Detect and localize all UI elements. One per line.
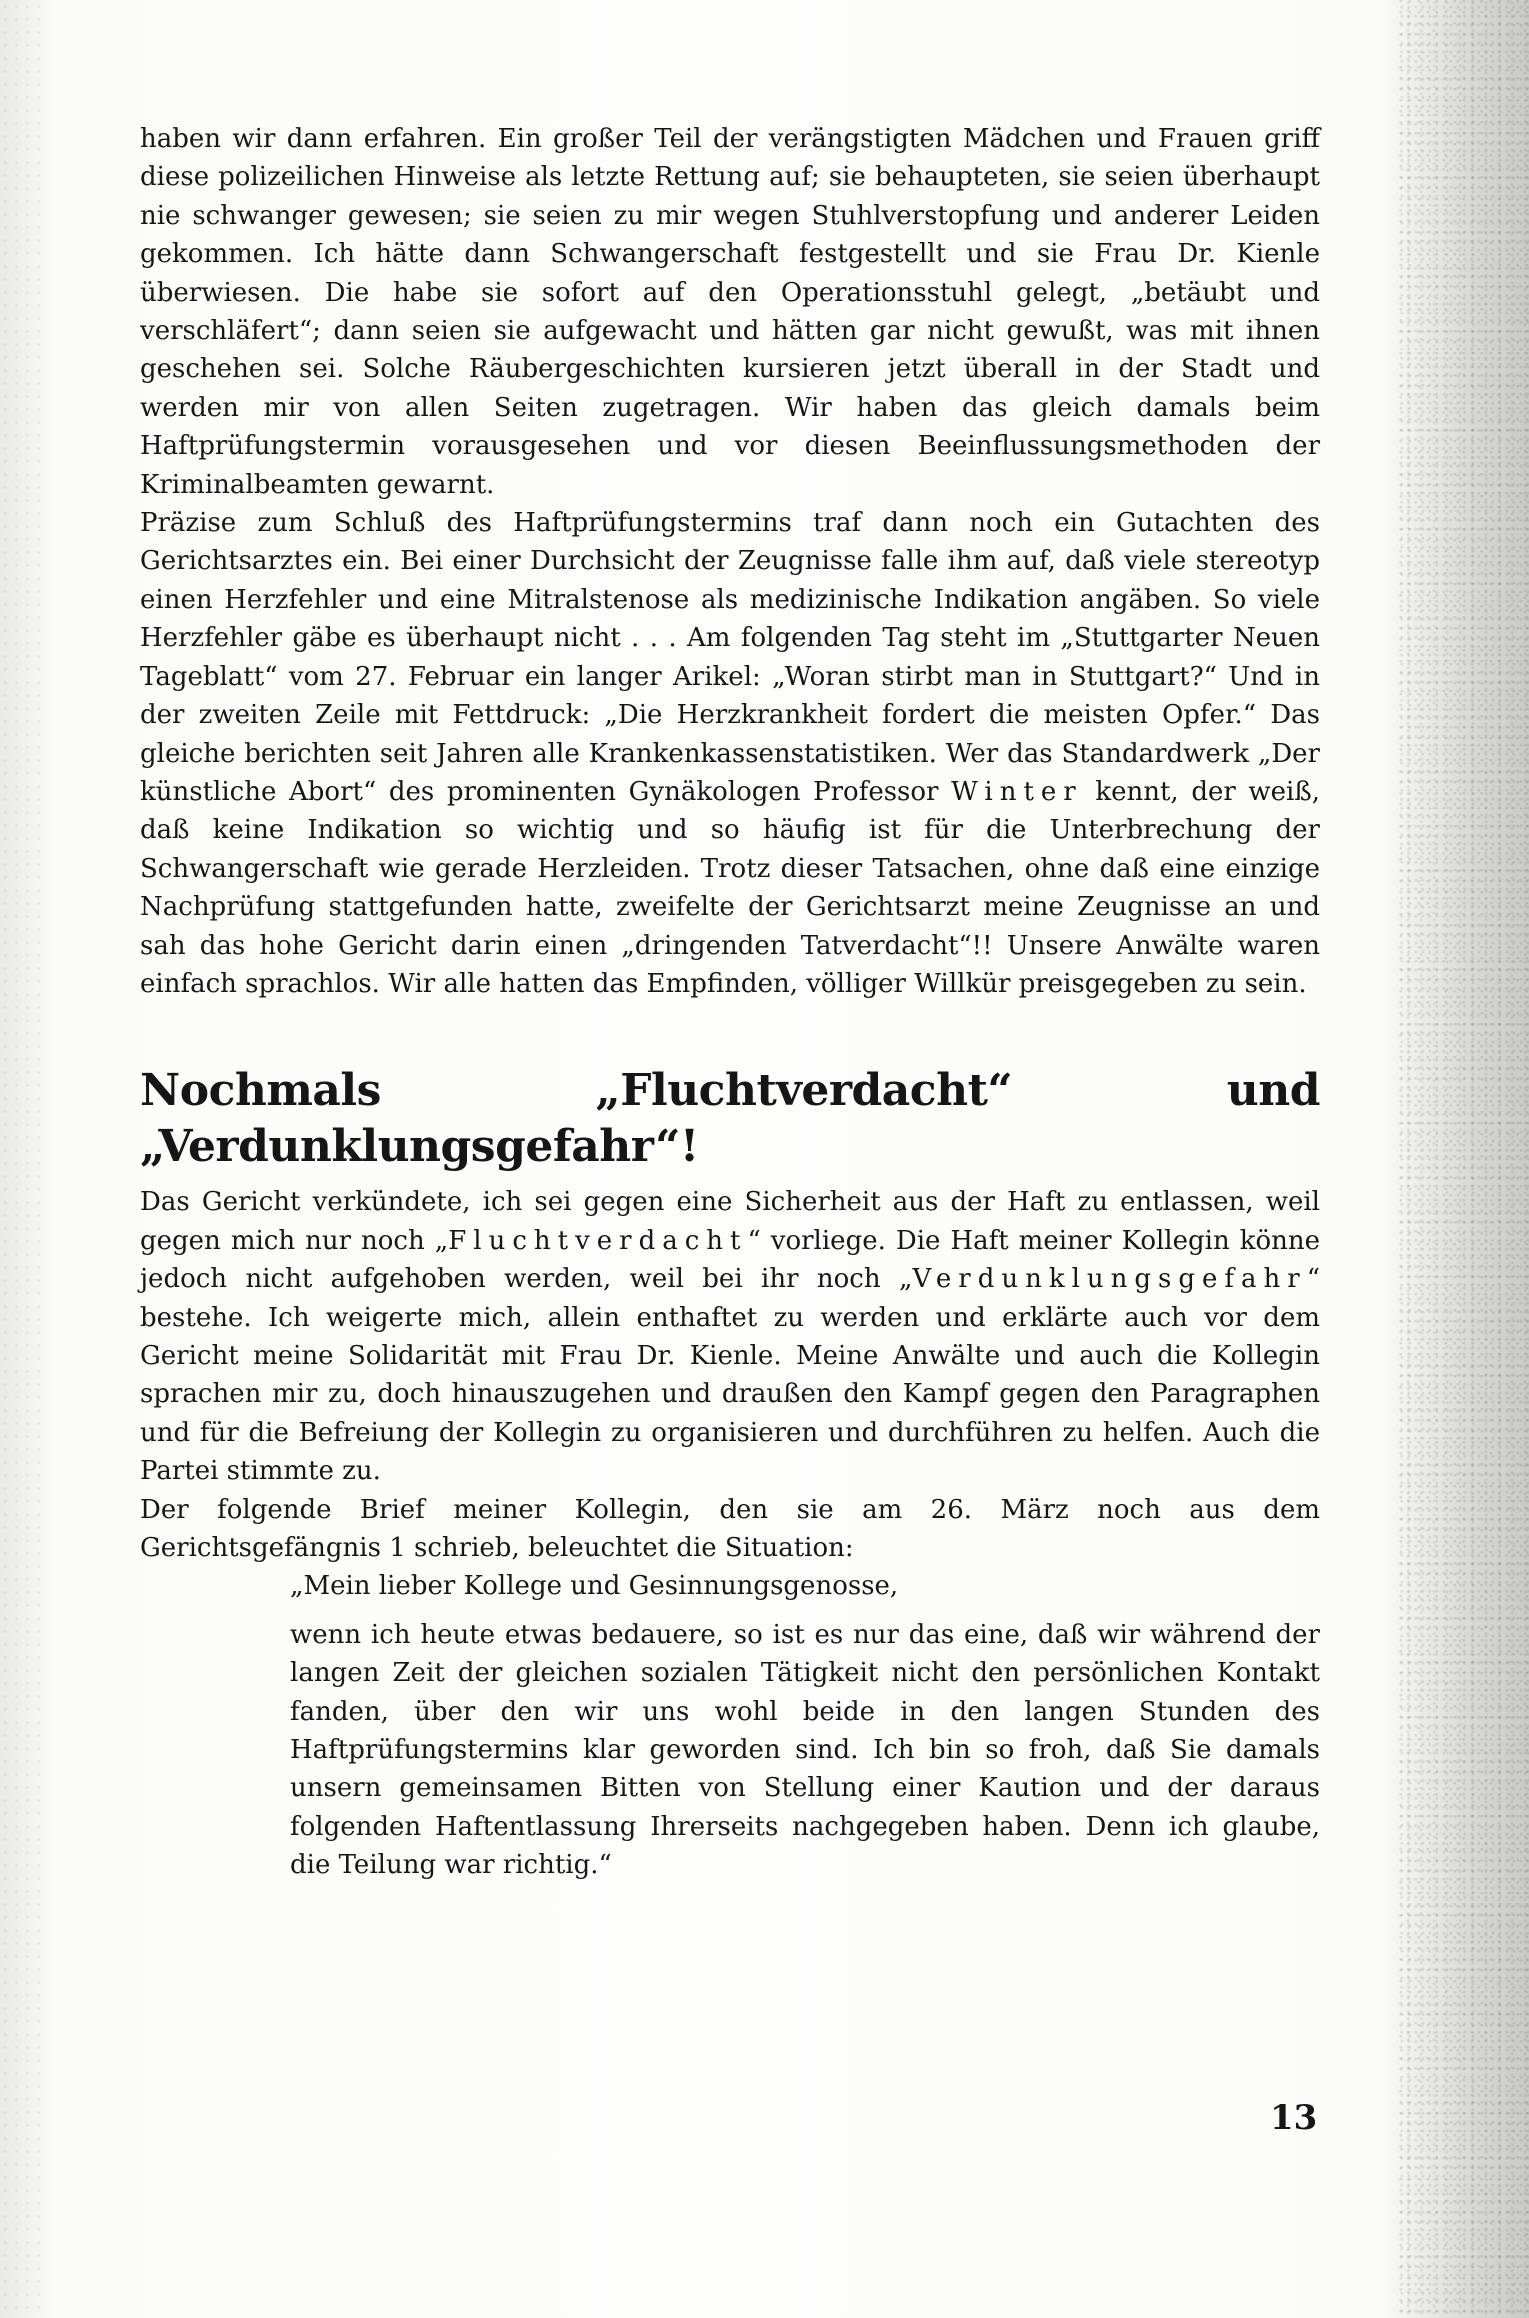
text-run: Präzise zum Schluß des Haftprüfungstermins traf dann noch ein Gutachten des Gerichtsarztes ein. Bei einer Durchsicht der Zeugnisse falle ihm auf, daß viele stereotyp einen Herzfehler und eine Mitralstenose als medizinische Indikation angäben. So viele Herzfehler gäbe es überhaupt nicht . . . Am folgenden Tag steht im „Stuttgarter Neuen Tageblatt“ vom 27. Februar ein langer Arikel: „Woran stirbt man in Stuttgart?“ Und in der zweiten Zeile mit Fettdruck: „Die Herzkrankheit fordert die meisten Opfer.“ Das gleiche berichten seit Jahren alle Krankenkassenstatistiken. Wer das Standardwerk „Der künstliche Abort“ des prominenten Gynäkologen Professor [140, 508, 1320, 807]
text-run: Der folgende Brief meiner Kollegin, den sie am 26. März noch aus dem Gerichtsgefängnis 1 schrieb, beleuchtet die Situation: [140, 1494, 1320, 1563]
text-run: “ bestehe. Ich weigerte mich, allein enthaftet zu werden und erklärte auch vor dem Gericht meine Solidarität mit Frau Dr. Kienle. Meine Anwälte und auch die Kollegin sprachen mir zu, doch hinauszugehen und draußen den Kampf gegen den Paragraphen und für die Befreiung der Kollegin zu organisieren und durchführen zu helfen. Auch die Partei stimmte zu. [140, 1264, 1320, 1487]
section-heading: Nochmals „Fluchtverdacht“ und „Verdunklungsgefahr“! [140, 1065, 1320, 1173]
paragraph [140, 1491, 1320, 1568]
quoted-letter [290, 1567, 1320, 1884]
spaced-emphasis: Fluchtverdacht [448, 1225, 748, 1256]
spaced-emphasis: Verdunklungsgefahr [912, 1264, 1307, 1295]
paragraph [140, 120, 1320, 504]
text-body [140, 120, 1320, 1885]
letter-salutation: „Mein lieber Kollege und Gesinnungsgenosse, [290, 1571, 899, 1602]
page-number: 13 [1270, 2098, 1318, 2138]
text-run: kennt, der weiß, daß keine Indikation so wichtig und so häufig ist für die Unterbrechung der Schwangerschaft wie gerade Herzleiden. Trotz dieser Tatsachen, ohne daß eine einzige Nachprüfung stattgefunden hatte, zweifelte der Gerichtsarzt meine Zeugnisse an und sah das hohe Gericht darin einen „dringenden Tatverdacht“!! Unsere Anwälte waren einfach sprachlos. Wir alle hatten das Empfinden, völliger Willkür preisgegeben zu sein. [140, 776, 1320, 999]
paragraph [140, 1183, 1320, 1490]
paragraphs-bottom [140, 1183, 1320, 1567]
text-run: haben wir dann erfahren. Ein großer Teil der verängstigten Mädchen und Frauen griff diese polizeilichen Hinweise als letzte Rettung auf; sie behaupteten, sie seien überhaupt nie schwanger gewesen; sie seien zu mir wegen Stuhlverstopfung und anderer Leiden gekommen. Ich hätte dann Schwangerschaft festgestellt und sie Frau Dr. Kienle überwiesen. Die habe sie sofort auf den Operationsstuhl gelegt, „betäubt und verschläfert“; dann seien sie aufgewacht und hätten gar nicht gewußt, was mit ihnen geschehen sei. Solche Räubergeschichten kursieren jetzt überall in der Stadt und werden mir von allen Seiten zugetragen. Wir haben das gleich damals beim Haftprüfungstermin vorausgesehen und vor diesen Beeinflussungsmethoden der Kriminalbeamten gewarnt. [140, 124, 1320, 500]
scan-noise-right [1399, 0, 1529, 2318]
scan-noise-left [0, 0, 40, 2318]
text-run: Das Gericht verkündete, ich sei gegen eine Sicherheit aus der Haft zu entlassen, weil gegen mich nur noch „ [140, 1187, 1320, 1256]
letter-body: wenn ich heute etwas bedauere, so ist es nur das eine, daß wir während der langen Zeit der gleichen sozialen Tätigkeit nicht den persönlichen Kontakt fanden, über den wir uns wohl beide in den langen Stunden des Haftprüfungstermins klar geworden sind. Ich bin so froh, daß Sie damals unsern gemeinsamen Bitten von Stellung einer Kaution und der daraus folgenden Haftentlassung Ihrerseits nachgegeben haben. Denn ich glaube, die Teilung war richtig.“ [290, 1619, 1320, 1881]
paragraph [140, 504, 1320, 1003]
text-run: “ vorliege. Die Haft meiner Kollegin könne jedoch nicht aufgehoben werden, weil bei ihr noch „ [140, 1225, 1321, 1295]
paragraphs-top [140, 120, 1320, 1003]
spaced-emphasis: Winter [951, 776, 1083, 807]
